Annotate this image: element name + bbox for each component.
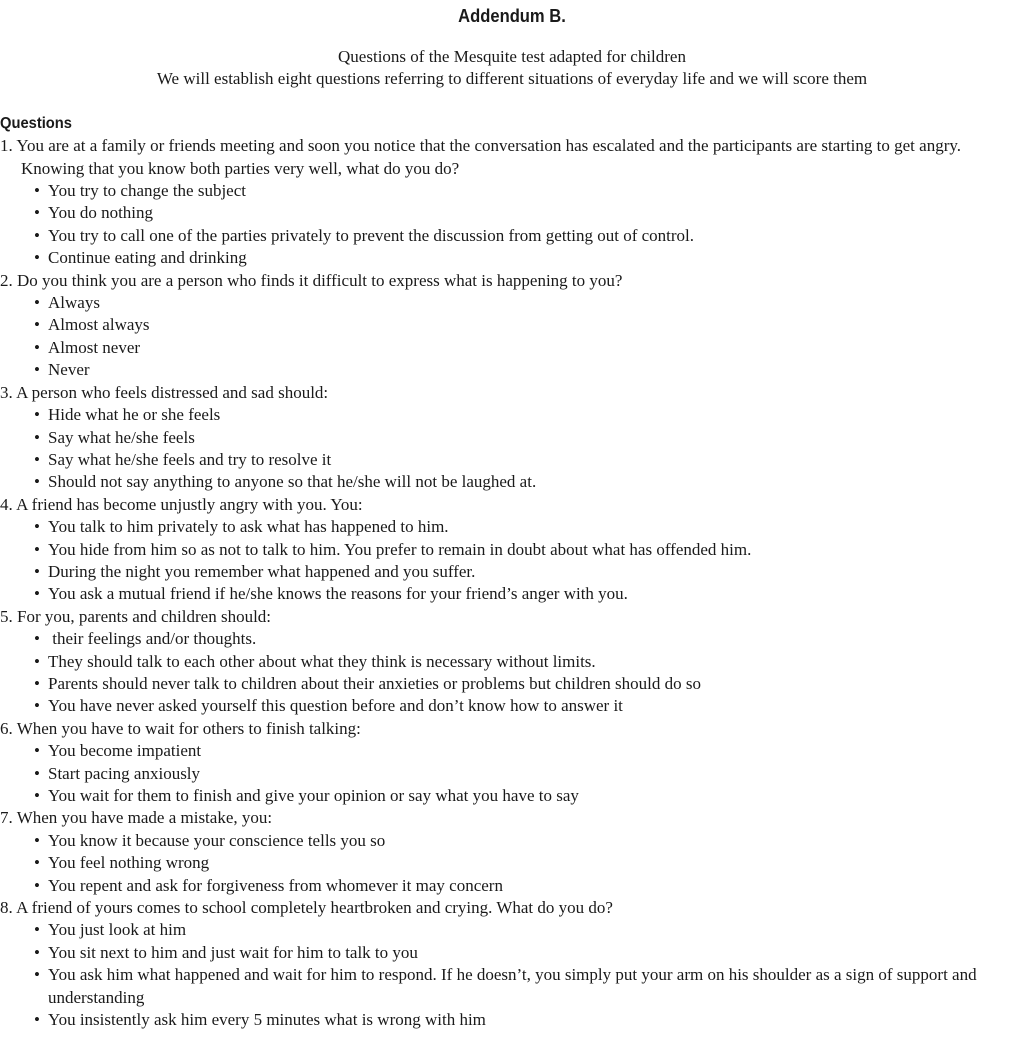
answer-option [0,919,1024,941]
answer-option [0,942,1024,964]
document-subtitle-line1: Questions of the Mesquite test adapted for children [338,47,686,66]
answer-option-text: You ask him what happened and wait for him to respond. If he doesn’t, you simply put your arm on his shoulder as a sign of support and understanding [48,965,981,1007]
question-line [0,382,1024,404]
bullet-icon: • [34,539,40,559]
question-text: Do you think you are a person who finds it difficult to express what is happening to you? [17,270,623,290]
answer-option-text: You just look at him [48,920,187,940]
bullet-icon: • [34,875,40,895]
bullet-icon: • [34,472,40,492]
bullet-icon: • [34,427,40,447]
bullet-icon: • [34,786,40,805]
answer-option [0,180,1024,202]
answer-option [0,561,1024,583]
answer-option-text: You try to change the subject [48,181,246,201]
question-number: 7. [0,808,13,828]
bullet-icon: • [34,673,40,693]
question-item [0,718,1024,808]
question-item [0,494,1024,606]
answer-option-text: Continue eating and drinking [48,248,247,268]
answer-option-text: You become impatient [48,741,202,761]
question-number: 4. [0,494,13,514]
answer-option [0,314,1024,336]
document-title: Addendum B. [458,6,566,26]
answer-option-text: their feelings and/or thoughts. [48,629,257,649]
bullet-icon: • [34,315,40,335]
bullet-icon: • [34,248,40,268]
answer-option-text: Always [48,293,100,313]
bullet-icon: • [34,405,40,425]
answer-option [0,539,1024,561]
question-item [0,897,1024,1031]
bullet-icon: • [34,449,40,469]
question-item [0,270,1024,382]
answer-option-text: You have never asked yourself this question before and don’t know how to answer it [48,696,623,716]
question-line [0,135,1024,180]
question-text: When you have made a mistake, you: [16,808,273,828]
answer-option [0,830,1024,852]
answer-option [0,875,1024,897]
answer-option-text: Hide what he or she feels [48,405,221,425]
answer-option [0,225,1024,247]
question-item [0,807,1024,897]
bullet-icon: • [34,181,40,201]
answer-option-text: During the night you remember what happened and you suffer. [48,561,476,581]
bullet-icon: • [34,830,40,850]
answer-options [0,516,1024,606]
question-line [0,606,1024,628]
answer-option-text: Parents should never talk to children about their anxieties or problems but children should do so [48,673,701,693]
answer-option [0,740,1024,762]
answer-option-text: Start pacing anxiously [48,763,201,783]
answer-option [0,427,1024,449]
bullet-icon: • [34,853,40,873]
question-number: 8. [0,898,13,918]
question-line [0,718,1024,740]
answer-options [0,180,1024,270]
document-subtitle-line2: We will establish eight questions referring to different situations of everyday life and we will score them [156,69,868,89]
bullet-icon: • [34,741,40,761]
question-text: A person who feels distressed and sad should: [16,382,329,402]
answer-option [0,583,1024,605]
answer-options [0,830,1024,897]
answer-option-text: Almost never [48,337,141,357]
answer-option [0,1009,1024,1031]
bullet-icon: • [34,337,40,357]
bullet-icon: • [34,696,40,716]
answer-option [0,651,1024,673]
bullet-icon: • [34,203,40,223]
question-item [0,382,1024,494]
answer-option-text: You sit next to him and just wait for him to talk to you [48,942,418,962]
bullet-icon: • [34,225,40,245]
question-number: 6. [0,718,13,738]
bullet-icon: • [34,920,40,940]
answer-option [0,673,1024,695]
answer-option [0,516,1024,538]
bullet-icon: • [34,517,40,537]
answer-option [0,292,1024,314]
answer-option [0,471,1024,493]
question-text: A friend of yours comes to school completely heartbroken and crying. What do you do? [16,898,613,918]
answer-option-text: You wait for them to finish and give your opinion or say what you have to say [48,786,579,805]
bullet-icon: • [34,584,40,604]
answer-option [0,404,1024,426]
question-text: When you have to wait for others to finish talking: [16,718,361,738]
answer-option-text: You repent and ask for forgiveness from whomever it may concern [48,875,503,895]
answer-options [0,292,1024,382]
answer-option-text: Should not say anything to anyone so that he/she will not be laughed at. [48,472,537,492]
question-line [0,807,1024,829]
answer-option-text: Almost always [48,315,150,335]
answer-option-text: Say what he/she feels and try to resolve it [48,449,332,469]
question-text: For you, parents and children should: [17,606,272,626]
question-item [0,606,1024,718]
answer-options [0,740,1024,807]
bullet-icon: • [34,629,40,649]
answer-option [0,247,1024,269]
bullet-icon: • [34,763,40,783]
answer-option [0,763,1024,785]
question-line [0,897,1024,919]
answer-option-text: You know it because your conscience tells you so [48,830,386,850]
answer-option [0,852,1024,874]
question-item [0,135,1024,269]
bullet-icon: • [34,293,40,313]
question-text: A friend has become unjustly angry with you. You: [16,494,363,514]
answer-option-text: Never [48,360,90,380]
answer-option-text: You ask a mutual friend if he/she knows the reasons for your friend’s anger with you. [48,584,628,604]
answer-option-text: You hide from him so as not to talk to him. You prefer to remain in doubt about what has offended him. [48,539,752,559]
answer-option-text: You feel nothing wrong [48,853,210,873]
answer-options [0,919,1024,1031]
answer-option-text: You talk to him privately to ask what has happened to him. [48,517,449,537]
bullet-icon: • [34,651,40,671]
answer-option [0,964,1024,1009]
answer-options [0,404,1024,494]
answer-options [0,628,1024,718]
question-line [0,270,1024,292]
question-line [0,494,1024,516]
answer-option [0,695,1024,717]
question-text: You are at a family or friends meeting and soon you notice that the conversation has escalated and the participants are starting to get angry. Knowing that you know both parties very well, what do you do? [16,136,961,178]
question-number: 3. [0,382,13,402]
answer-option [0,202,1024,224]
questions-list [0,135,1024,1031]
answer-option-text: You do nothing [48,203,154,223]
answer-option [0,449,1024,471]
answer-option-text: You insistently ask him every 5 minutes what is wrong with him [48,1010,486,1030]
question-number: 5. [0,606,13,626]
bullet-icon: • [34,1010,40,1030]
question-number: 2. [0,270,13,290]
bullet-icon: • [34,942,40,962]
answer-option [0,628,1024,650]
answer-option [0,785,1024,807]
bullet-icon: • [34,561,40,581]
answer-option-text: Say what he/she feels [48,427,195,447]
answer-option-text: You try to call one of the parties privately to prevent the discussion from getting out of control. [48,225,695,245]
question-number: 1. [0,136,13,156]
bullet-icon: • [34,360,40,380]
questions-heading: Questions [0,114,72,132]
bullet-icon: • [34,965,40,985]
answer-option [0,337,1024,359]
answer-option [0,359,1024,381]
answer-option-text: They should talk to each other about what they think is necessary without limits. [48,651,596,671]
